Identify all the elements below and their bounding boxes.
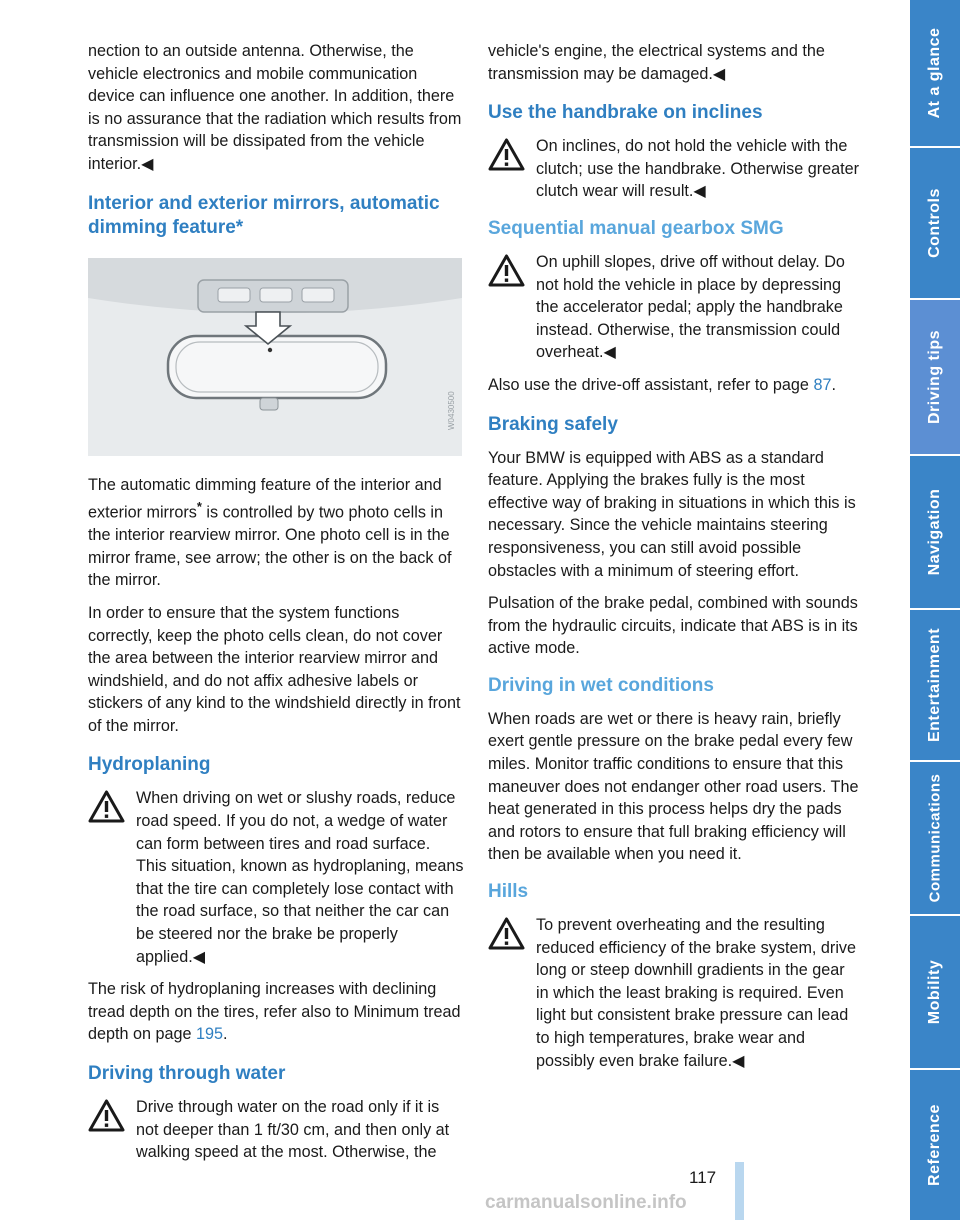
- left-column: [88, 40, 464, 1174]
- heading-smg: Sequential manual gearbox SMG: [488, 217, 784, 239]
- tab-mobility[interactable]: [910, 916, 960, 1068]
- tab-entertainment[interactable]: [910, 610, 960, 760]
- tab-label: Communications: [926, 773, 944, 903]
- warning-hydroplaning-text: When driving on wet or slushy roads, reduce road speed. If you do not, a wedge of water can form between tires and road surface. This situation, known as hydroplaning, means that the tire can completely lose contact with the road surface, so that neither the car can be steered nor the brake be properly applied.◀: [136, 789, 464, 966]
- heading-water: Driving through water: [88, 1063, 286, 1085]
- warning-icon: [488, 254, 525, 287]
- paragraph-photocells: In order to ensure that the system functions correctly, keep the photo cells clean, do not cover the area between the interior rearview mirror and windshield, and do not affix adhesive labels or stickers of any kind to the windshield directly in front of the mirror.: [88, 603, 461, 735]
- heading-mirrors: Interior and exterior mirrors, automatic dimming feature*: [88, 192, 440, 238]
- heading-braking: Braking safely: [488, 413, 618, 435]
- tab-label: Entertainment: [926, 627, 943, 743]
- tab-label: Navigation: [926, 488, 943, 576]
- warning-smg: [488, 251, 860, 364]
- tab-navigation[interactable]: [910, 456, 960, 608]
- heading-wet: Driving in wet conditions: [488, 674, 714, 696]
- tread-text: The risk of hydroplaning increases with declining tread depth on the tires, refer also to Minimum tread depth on page: [88, 980, 461, 1044]
- warning-water-text: Drive through water on the road only if it is not deeper than 1 ft/30 cm, and then only at walking speed at the most. Otherwise, the: [136, 1098, 450, 1162]
- paragraph-pulsation: Pulsation of the brake pedal, combined with sounds from the hydraulic circuits, indicate that ABS is in its active mode.: [488, 594, 858, 658]
- paragraph-antenna: nection to an outside antenna. Otherwise, the vehicle electronics and mobile communication device can influence one another. In addition, there is no assurance that the radiation which results from transmission will be dissipated from the vehicle interior.◀: [88, 42, 462, 173]
- warning-icon: [488, 917, 525, 950]
- paragraph-drive-off-assistant: [488, 374, 860, 397]
- figure-code: W0430500: [447, 390, 456, 430]
- page-number-bar: [735, 1162, 744, 1220]
- tab-label: Controls: [926, 188, 943, 258]
- heading-handbrake: Use the handbrake on inclines: [488, 102, 763, 124]
- warning-icon: [88, 1099, 125, 1132]
- warning-icon: [88, 790, 125, 823]
- warning-handbrake-text: On inclines, do not hold the vehicle with the clutch; use the handbrake. Otherwise greater clutch wear will result.◀: [536, 137, 860, 201]
- warning-hills-text: To prevent overheating and the resulting reduced efficiency of the brake system, drive long or steep downhill gradients in the gear in which the least braking is required. Even light but consistent brake pressure can lead to high temperatures, brake wear and possibly even brake failure.◀: [536, 916, 857, 1070]
- warning-handbrake: [488, 135, 860, 203]
- tab-driving-tips[interactable]: [910, 300, 960, 454]
- tab-label: At a glance: [926, 27, 943, 119]
- warning-hydroplaning: [88, 787, 464, 968]
- tab-communications[interactable]: [910, 762, 960, 914]
- paragraph-abs: Your BMW is equipped with ABS as a standard feature. Applying the brakes fully is the most effective way of braking in situations in which this is necessary. Since the vehicle maintains steering responsiveness, you can still avoid possible obstacles with a minimum of steering effort.: [488, 448, 856, 580]
- paragraph-wet: When roads are wet or there is heavy rain, briefly exert gentle pressure on the brake pedal every few miles. Monitor traffic conditions to ensure that this maneuver does not endanger other road users. The heat generated in this process helps dry the pads and rotors to ensure that full braking efficiency will then be available when you need it.: [488, 709, 859, 864]
- tab-label: Driving tips: [926, 329, 943, 425]
- warning-icon: [488, 138, 525, 171]
- tab-controls[interactable]: [910, 148, 960, 298]
- mirror-figure: [88, 258, 462, 456]
- tread-end: .: [223, 1025, 228, 1044]
- tab-at-a-glance[interactable]: [910, 0, 960, 146]
- page-link-195[interactable]: 195: [196, 1025, 224, 1044]
- paragraph-dimming: [88, 474, 464, 592]
- paragraph-tread-depth: [88, 978, 464, 1046]
- page-number: 117: [689, 1168, 717, 1187]
- optional-equipment-star: *: [196, 499, 202, 515]
- chapter-sidebar: [910, 0, 960, 1220]
- assist-text: Also use the drive-off assistant, refer to page: [488, 375, 814, 394]
- tab-reference[interactable]: [910, 1070, 960, 1220]
- dimming-text-b: is controlled by two photo cells in the interior rearview mirror. One photo cell is in the mirror frame, see arrow; the other is on the back of the mirror.: [88, 503, 452, 590]
- dimming-text-a: The automatic dimming feature of the interior and exterior mirrors: [88, 475, 442, 522]
- rearview-mirror-illustration: [88, 258, 462, 456]
- warning-smg-text: On uphill slopes, drive off without delay. Do not hold the vehicle in place by depressing the accelerator pedal; apply the handbrake instead. Otherwise, the transmission could overheat.◀: [536, 252, 845, 362]
- paragraph-continued: vehicle's engine, the electrical systems and the transmission may be damaged.◀: [488, 42, 825, 83]
- page-link-87[interactable]: 87: [813, 375, 832, 394]
- heading-hydroplaning: Hydroplaning: [88, 754, 211, 776]
- warning-water: [88, 1096, 464, 1164]
- watermark: carmanualsonline.info: [485, 1192, 687, 1213]
- tab-label: Mobility: [926, 959, 943, 1025]
- warning-hills: [488, 914, 860, 1072]
- heading-hills: Hills: [488, 881, 529, 903]
- assist-end: .: [831, 375, 836, 394]
- tab-label: Reference: [926, 1104, 943, 1186]
- right-column: [488, 40, 860, 1082]
